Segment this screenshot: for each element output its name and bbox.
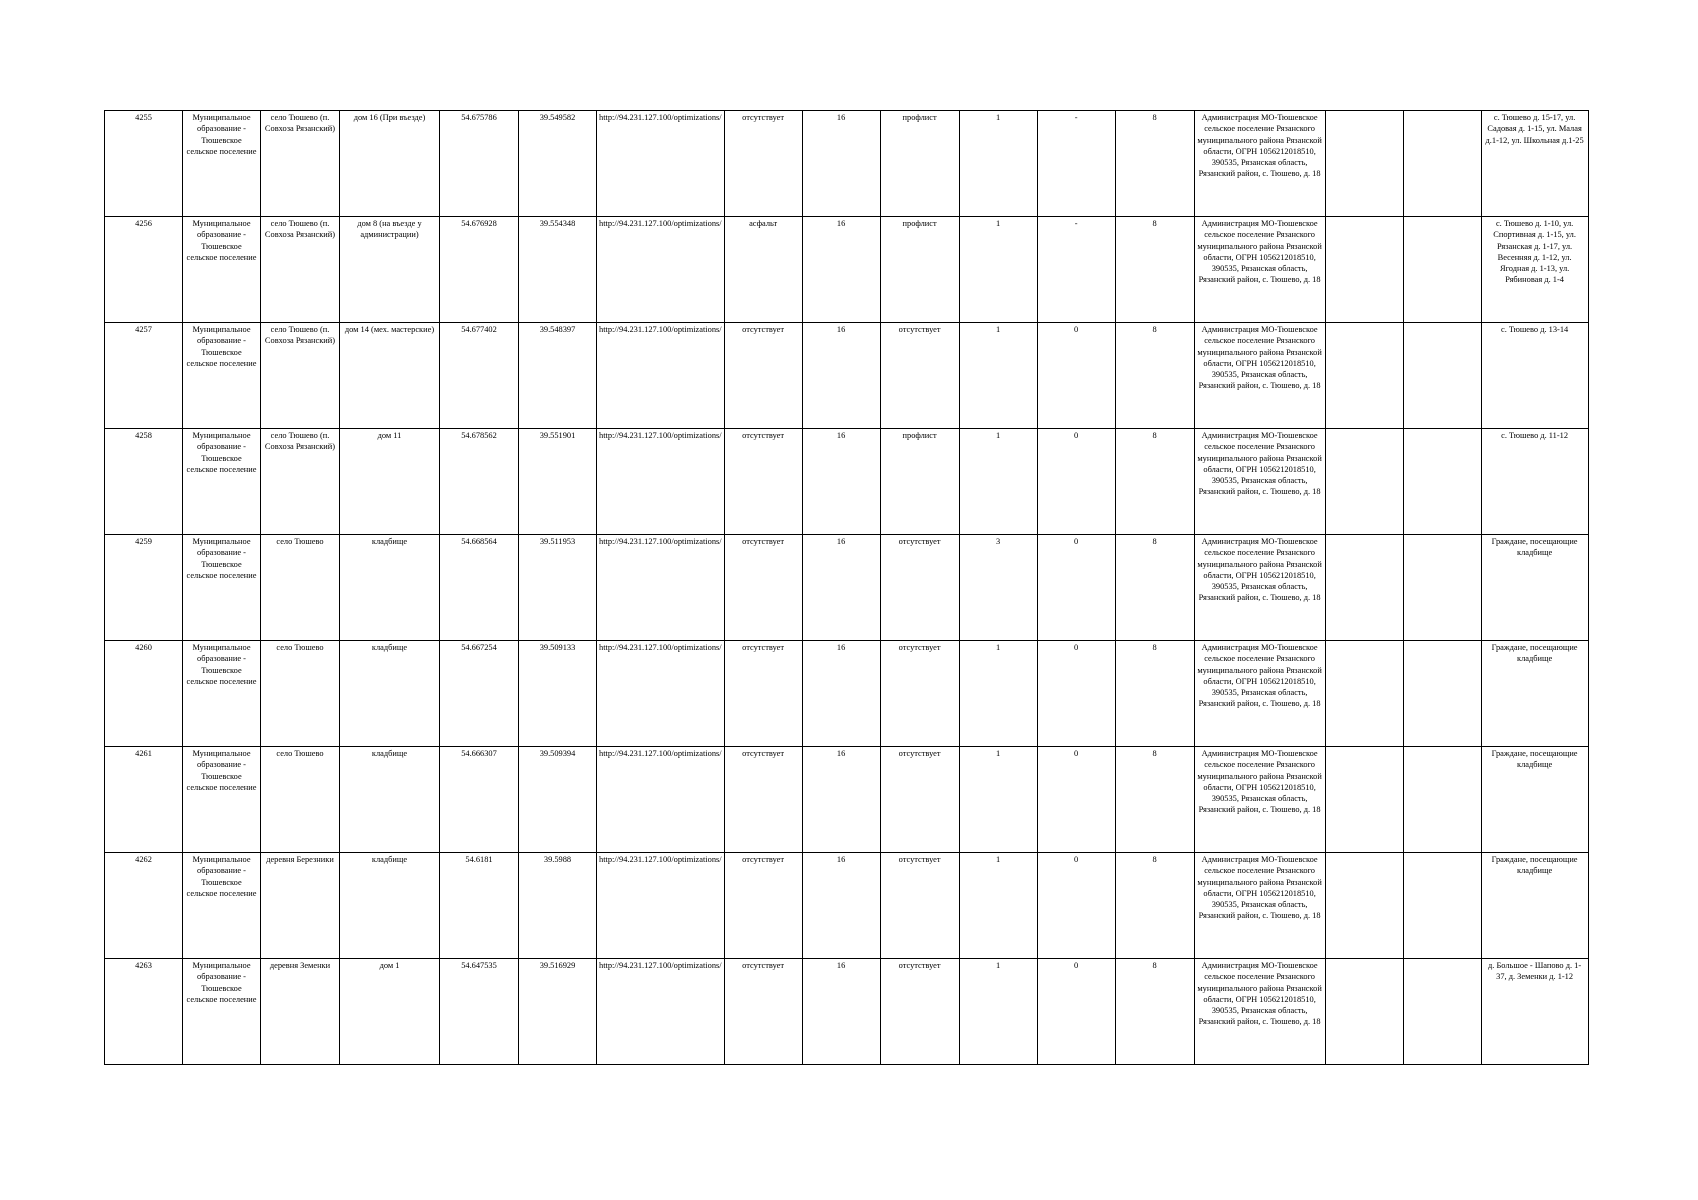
municipality-cell: Муниципальное образование - Тюшевское сельское поселение xyxy=(183,217,261,323)
longitude-cell: 39.511953 xyxy=(519,535,597,641)
empty-col-a-cell xyxy=(1325,323,1403,429)
empty-col-b-cell xyxy=(1403,853,1481,959)
municipality-cell: Муниципальное образование - Тюшевское сельское поселение xyxy=(183,323,261,429)
empty-col-a-cell xyxy=(1325,535,1403,641)
served-objects-cell: с. Тюшево д. 1-10, ул. Спортивная д. 1-15, ул. Рязанская д. 1-17, ул. Весенняя д. 1-12, ул. Ягодная д. 1-13, ул. Рябиновая д. 1-4 xyxy=(1481,217,1588,323)
owner-cell: Администрация МО-Тюшевское сельское поселение Рязанского муниципального района Рязанской области, ОГРН 1056212018510, 390535, Рязанская область, Рязанский район, с. Тюшево, д. 18 xyxy=(1194,323,1325,429)
owner-cell: Администрация МО-Тюшевское сельское поселение Рязанского муниципального района Рязанской области, ОГРН 1056212018510, 390535, Рязанская область, Рязанский район, с. Тюшево, д. 18 xyxy=(1194,111,1325,217)
container-count-cell: 3 xyxy=(959,535,1037,641)
surface-cell: отсутствует xyxy=(724,747,802,853)
surface-cell: отсутствует xyxy=(724,323,802,429)
row-number-cell: 4259 xyxy=(105,535,183,641)
fence-cell: отсутствует xyxy=(880,959,959,1065)
container-count-cell: 1 xyxy=(959,959,1037,1065)
latitude-cell: 54.6181 xyxy=(440,853,519,959)
register-table xyxy=(104,110,1589,1065)
settlement-cell: село Тюшево (п. Совхоза Рязанский) xyxy=(261,111,340,217)
settlement-cell: деревня Земенки xyxy=(261,959,340,1065)
area-cell: 16 xyxy=(802,853,880,959)
container-count-cell: 1 xyxy=(959,323,1037,429)
served-objects-cell: с. Тюшево д. 11-12 xyxy=(1481,429,1588,535)
municipality-cell: Муниципальное образование - Тюшевское сельское поселение xyxy=(183,111,261,217)
fence-cell: отсутствует xyxy=(880,535,959,641)
surface-cell: отсутствует xyxy=(724,853,802,959)
row-number-cell: 4263 xyxy=(105,959,183,1065)
container-extra-cell: 0 xyxy=(1037,323,1115,429)
surface-cell: асфальт xyxy=(724,217,802,323)
container-volume-cell: 8 xyxy=(1115,535,1194,641)
settlement-cell: деревня Березники xyxy=(261,853,340,959)
empty-col-b-cell xyxy=(1403,641,1481,747)
area-cell: 16 xyxy=(802,217,880,323)
url-cell: http://94.231.127.100/optimizations/ xyxy=(597,217,725,323)
settlement-cell: село Тюшево (п. Совхоза Рязанский) xyxy=(261,217,340,323)
table-row xyxy=(105,217,1589,323)
surface-cell: отсутствует xyxy=(724,641,802,747)
area-cell: 16 xyxy=(802,111,880,217)
row-number-cell: 4255 xyxy=(105,111,183,217)
settlement-cell: село Тюшево xyxy=(261,535,340,641)
owner-cell: Администрация МО-Тюшевское сельское поселение Рязанского муниципального района Рязанской области, ОГРН 1056212018510, 390535, Рязанская область, Рязанский район, с. Тюшево, д. 18 xyxy=(1194,429,1325,535)
empty-col-b-cell xyxy=(1403,111,1481,217)
fence-cell: отсутствует xyxy=(880,641,959,747)
latitude-cell: 54.678562 xyxy=(440,429,519,535)
container-extra-cell: 0 xyxy=(1037,641,1115,747)
municipality-cell: Муниципальное образование - Тюшевское сельское поселение xyxy=(183,429,261,535)
empty-col-a-cell xyxy=(1325,853,1403,959)
container-count-cell: 1 xyxy=(959,111,1037,217)
municipality-cell: Муниципальное образование - Тюшевское сельское поселение xyxy=(183,641,261,747)
served-objects-cell: д. Большое - Шапово д. 1-37, д. Земенки д. 1-12 xyxy=(1481,959,1588,1065)
fence-cell: профлист xyxy=(880,111,959,217)
url-cell: http://94.231.127.100/optimizations/ xyxy=(597,853,725,959)
latitude-cell: 54.666307 xyxy=(440,747,519,853)
table-row xyxy=(105,747,1589,853)
table-row xyxy=(105,429,1589,535)
latitude-cell: 54.647535 xyxy=(440,959,519,1065)
owner-cell: Администрация МО-Тюшевское сельское поселение Рязанского муниципального района Рязанской области, ОГРН 1056212018510, 390535, Рязанская область, Рязанский район, с. Тюшево, д. 18 xyxy=(1194,641,1325,747)
table-row xyxy=(105,111,1589,217)
empty-col-a-cell xyxy=(1325,111,1403,217)
container-volume-cell: 8 xyxy=(1115,853,1194,959)
container-count-cell: 1 xyxy=(959,853,1037,959)
empty-col-a-cell xyxy=(1325,429,1403,535)
container-count-cell: 1 xyxy=(959,747,1037,853)
empty-col-a-cell xyxy=(1325,217,1403,323)
url-cell: http://94.231.127.100/optimizations/ xyxy=(597,535,725,641)
surface-cell: отсутствует xyxy=(724,535,802,641)
area-cell: 16 xyxy=(802,641,880,747)
container-volume-cell: 8 xyxy=(1115,217,1194,323)
settlement-cell: село Тюшево xyxy=(261,747,340,853)
address-cell: кладбище xyxy=(340,853,440,959)
municipality-cell: Муниципальное образование - Тюшевское сельское поселение xyxy=(183,853,261,959)
served-objects-cell: с. Тюшево д. 15-17, ул. Садовая д. 1-15, ул. Малая д.1-12, ул. Школьная д.1-25 xyxy=(1481,111,1588,217)
surface-cell: отсутствует xyxy=(724,959,802,1065)
served-objects-cell: с. Тюшево д. 13-14 xyxy=(1481,323,1588,429)
owner-cell: Администрация МО-Тюшевское сельское поселение Рязанского муниципального района Рязанской области, ОГРН 1056212018510, 390535, Рязанская область, Рязанский район, с. Тюшево, д. 18 xyxy=(1194,853,1325,959)
municipality-cell: Муниципальное образование - Тюшевское сельское поселение xyxy=(183,535,261,641)
municipality-cell: Муниципальное образование - Тюшевское сельское поселение xyxy=(183,747,261,853)
row-number-cell: 4257 xyxy=(105,323,183,429)
container-extra-cell: 0 xyxy=(1037,959,1115,1065)
empty-col-a-cell xyxy=(1325,641,1403,747)
container-volume-cell: 8 xyxy=(1115,323,1194,429)
container-volume-cell: 8 xyxy=(1115,747,1194,853)
address-cell: дом 14 (мех. мастерские) xyxy=(340,323,440,429)
latitude-cell: 54.668564 xyxy=(440,535,519,641)
address-cell: кладбище xyxy=(340,535,440,641)
fence-cell: отсутствует xyxy=(880,853,959,959)
address-cell: дом 1 xyxy=(340,959,440,1065)
latitude-cell: 54.677402 xyxy=(440,323,519,429)
owner-cell: Администрация МО-Тюшевское сельское поселение Рязанского муниципального района Рязанской области, ОГРН 1056212018510, 390535, Рязанская область, Рязанский район, с. Тюшево, д. 18 xyxy=(1194,747,1325,853)
served-objects-cell: Граждане, посещающие кладбище xyxy=(1481,641,1588,747)
address-cell: дом 11 xyxy=(340,429,440,535)
municipality-cell: Муниципальное образование - Тюшевское сельское поселение xyxy=(183,959,261,1065)
container-volume-cell: 8 xyxy=(1115,641,1194,747)
owner-cell: Администрация МО-Тюшевское сельское поселение Рязанского муниципального района Рязанской области, ОГРН 1056212018510, 390535, Рязанская область, Рязанский район, с. Тюшево, д. 18 xyxy=(1194,217,1325,323)
latitude-cell: 54.667254 xyxy=(440,641,519,747)
url-cell: http://94.231.127.100/optimizations/ xyxy=(597,429,725,535)
area-cell: 16 xyxy=(802,959,880,1065)
owner-cell: Администрация МО-Тюшевское сельское поселение Рязанского муниципального района Рязанской области, ОГРН 1056212018510, 390535, Рязанская область, Рязанский район, с. Тюшево, д. 18 xyxy=(1194,535,1325,641)
container-extra-cell: 0 xyxy=(1037,429,1115,535)
address-cell: кладбище xyxy=(340,747,440,853)
container-extra-cell: 0 xyxy=(1037,535,1115,641)
empty-col-b-cell xyxy=(1403,535,1481,641)
latitude-cell: 54.676928 xyxy=(440,217,519,323)
container-extra-cell: 0 xyxy=(1037,853,1115,959)
table-row xyxy=(105,535,1589,641)
empty-col-b-cell xyxy=(1403,959,1481,1065)
served-objects-cell: Граждане, посещающие кладбище xyxy=(1481,535,1588,641)
empty-col-a-cell xyxy=(1325,747,1403,853)
fence-cell: отсутствует xyxy=(880,747,959,853)
fence-cell: отсутствует xyxy=(880,323,959,429)
row-number-cell: 4261 xyxy=(105,747,183,853)
settlement-cell: село Тюшево (п. Совхоза Рязанский) xyxy=(261,323,340,429)
area-cell: 16 xyxy=(802,429,880,535)
url-cell: http://94.231.127.100/optimizations/ xyxy=(597,959,725,1065)
served-objects-cell: Граждане, посещающие кладбище xyxy=(1481,853,1588,959)
container-volume-cell: 8 xyxy=(1115,959,1194,1065)
row-number-cell: 4262 xyxy=(105,853,183,959)
longitude-cell: 39.509394 xyxy=(519,747,597,853)
container-count-cell: 1 xyxy=(959,217,1037,323)
row-number-cell: 4260 xyxy=(105,641,183,747)
longitude-cell: 39.5988 xyxy=(519,853,597,959)
table-row xyxy=(105,959,1589,1065)
longitude-cell: 39.554348 xyxy=(519,217,597,323)
latitude-cell: 54.675786 xyxy=(440,111,519,217)
empty-col-a-cell xyxy=(1325,959,1403,1065)
area-cell: 16 xyxy=(802,535,880,641)
row-number-cell: 4258 xyxy=(105,429,183,535)
longitude-cell: 39.548397 xyxy=(519,323,597,429)
container-count-cell: 1 xyxy=(959,429,1037,535)
area-cell: 16 xyxy=(802,323,880,429)
longitude-cell: 39.516929 xyxy=(519,959,597,1065)
area-cell: 16 xyxy=(802,747,880,853)
fence-cell: профлист xyxy=(880,217,959,323)
url-cell: http://94.231.127.100/optimizations/ xyxy=(597,641,725,747)
address-cell: кладбище xyxy=(340,641,440,747)
longitude-cell: 39.509133 xyxy=(519,641,597,747)
row-number-cell: 4256 xyxy=(105,217,183,323)
container-extra-cell: - xyxy=(1037,111,1115,217)
surface-cell: отсутствует xyxy=(724,429,802,535)
address-cell: дом 8 (на въезде у администрации) xyxy=(340,217,440,323)
empty-col-b-cell xyxy=(1403,429,1481,535)
container-count-cell: 1 xyxy=(959,641,1037,747)
address-cell: дом 16 (При въезде) xyxy=(340,111,440,217)
table-row xyxy=(105,641,1589,747)
url-cell: http://94.231.127.100/optimizations/ xyxy=(597,747,725,853)
surface-cell: отсутствует xyxy=(724,111,802,217)
url-cell: http://94.231.127.100/optimizations/ xyxy=(597,111,725,217)
settlement-cell: село Тюшево xyxy=(261,641,340,747)
container-volume-cell: 8 xyxy=(1115,429,1194,535)
longitude-cell: 39.551901 xyxy=(519,429,597,535)
container-extra-cell: 0 xyxy=(1037,747,1115,853)
longitude-cell: 39.549582 xyxy=(519,111,597,217)
url-cell: http://94.231.127.100/optimizations/ xyxy=(597,323,725,429)
empty-col-b-cell xyxy=(1403,747,1481,853)
settlement-cell: село Тюшево (п. Совхоза Рязанский) xyxy=(261,429,340,535)
table-row xyxy=(105,323,1589,429)
container-extra-cell: - xyxy=(1037,217,1115,323)
served-objects-cell: Граждане, посещающие кладбище xyxy=(1481,747,1588,853)
table-row xyxy=(105,853,1589,959)
owner-cell: Администрация МО-Тюшевское сельское поселение Рязанского муниципального района Рязанской области, ОГРН 1056212018510, 390535, Рязанская область, Рязанский район, с. Тюшево, д. 18 xyxy=(1194,959,1325,1065)
empty-col-b-cell xyxy=(1403,323,1481,429)
container-volume-cell: 8 xyxy=(1115,111,1194,217)
empty-col-b-cell xyxy=(1403,217,1481,323)
fence-cell: профлист xyxy=(880,429,959,535)
